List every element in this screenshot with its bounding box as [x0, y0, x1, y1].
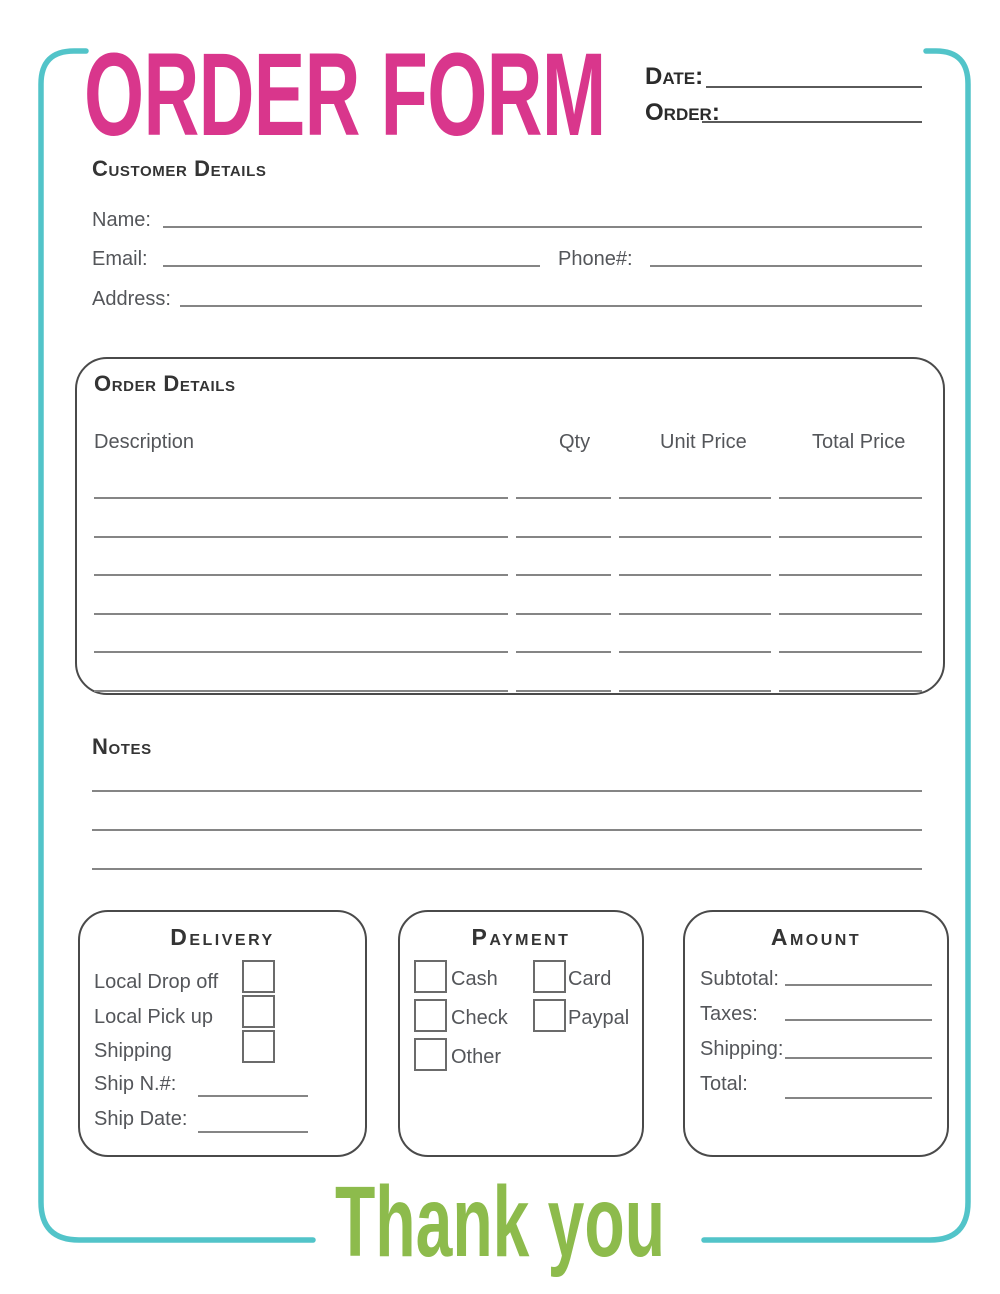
order-row-field-line[interactable] — [94, 497, 508, 499]
column-header-unit-price: Unit Price — [660, 431, 747, 453]
payment-option-label: Paypal — [568, 1007, 630, 1029]
column-header-qty: Qty — [559, 431, 591, 453]
order-field-line[interactable] — [702, 121, 922, 123]
paypal-checkbox[interactable] — [533, 999, 566, 1032]
notes-title: Notes — [92, 734, 152, 759]
notes-line[interactable] — [92, 868, 922, 870]
order-row-field-line[interactable] — [779, 536, 922, 538]
delivery-option-label: Local Drop off — [94, 971, 219, 993]
address-field-line[interactable] — [180, 305, 922, 307]
order-details-box — [75, 357, 945, 695]
column-header-total-price: Total Price — [812, 431, 906, 453]
shipping-label: Shipping: — [700, 1038, 784, 1060]
email-label: Email: — [92, 248, 148, 270]
order-row-field-line[interactable] — [619, 651, 771, 653]
order-row-field-line[interactable] — [94, 651, 508, 653]
column-header-description: Description — [94, 431, 195, 453]
ship-date-label: Ship Date: — [94, 1108, 188, 1130]
payment-option-label: Card — [568, 968, 612, 990]
order-row-field-line[interactable] — [779, 651, 922, 653]
shipping-field-line[interactable] — [785, 1057, 932, 1059]
local-pick-up-checkbox[interactable] — [242, 995, 275, 1028]
order-row-field-line[interactable] — [516, 574, 611, 576]
order-row-field-line[interactable] — [516, 497, 611, 499]
phone-field-line[interactable] — [650, 265, 922, 267]
local-drop-off-checkbox[interactable] — [242, 960, 275, 993]
card-checkbox[interactable] — [533, 960, 566, 993]
other-checkbox[interactable] — [414, 1038, 447, 1071]
payment-option-label: Cash — [451, 968, 498, 990]
subtotal-label: Subtotal: — [700, 968, 779, 990]
order-row-field-line[interactable] — [94, 536, 508, 538]
thank-you-text: Thank you — [334, 1166, 666, 1278]
order-row-field-line[interactable] — [94, 574, 508, 576]
order-number-label: Order: — [645, 99, 720, 126]
taxes-label: Taxes: — [700, 1003, 758, 1025]
order-row-field-line[interactable] — [516, 651, 611, 653]
total-field-line[interactable] — [785, 1097, 932, 1099]
payment-option-label: Check — [451, 1007, 508, 1029]
phone-label: Phone#: — [558, 248, 633, 270]
order-row-field-line[interactable] — [516, 536, 611, 538]
name-field-line[interactable] — [163, 226, 922, 228]
total-label: Total: — [700, 1073, 748, 1095]
notes-line[interactable] — [92, 829, 922, 831]
order-row-field-line[interactable] — [619, 690, 771, 692]
subtotal-field-line[interactable] — [785, 984, 932, 986]
delivery-box — [78, 910, 367, 1157]
order-row-field-line[interactable] — [619, 497, 771, 499]
cash-checkbox[interactable] — [414, 960, 447, 993]
order-row-field-line[interactable] — [516, 613, 611, 615]
order-details-title: Order Details — [94, 371, 236, 396]
email-field-line[interactable] — [163, 265, 540, 267]
delivery-title: Delivery — [170, 924, 275, 950]
name-label: Name: — [92, 209, 151, 231]
ship-date-field-line[interactable] — [198, 1131, 308, 1133]
order-row-field-line[interactable] — [94, 613, 508, 615]
order-row-field-line[interactable] — [779, 690, 922, 692]
order-row-field-line[interactable] — [619, 613, 771, 615]
check-checkbox[interactable] — [414, 999, 447, 1032]
date-label: Date: — [645, 63, 704, 90]
order-row-field-line[interactable] — [619, 574, 771, 576]
taxes-field-line[interactable] — [785, 1019, 932, 1021]
shipping-checkbox[interactable] — [242, 1030, 275, 1063]
order-row-field-line[interactable] — [619, 536, 771, 538]
delivery-option-label: Shipping — [94, 1040, 172, 1062]
amount-box — [683, 910, 949, 1157]
order-row-field-line[interactable] — [94, 690, 508, 692]
date-field-line[interactable] — [706, 86, 922, 88]
ship-number-field-line[interactable] — [198, 1095, 308, 1097]
payment-box — [398, 910, 644, 1157]
address-label: Address: — [92, 288, 171, 310]
amount-title: Amount — [770, 924, 862, 950]
order-row-field-line[interactable] — [779, 613, 922, 615]
order-row-field-line[interactable] — [516, 690, 611, 692]
notes-line[interactable] — [92, 790, 922, 792]
customer-details-title: Customer Details — [92, 156, 267, 181]
order-row-field-line[interactable] — [779, 574, 922, 576]
delivery-option-label: Local Pick up — [94, 1006, 213, 1028]
page-title: ORDER FORM — [84, 29, 606, 161]
ship-number-label: Ship N.#: — [94, 1073, 177, 1095]
payment-option-label: Other — [451, 1046, 502, 1068]
payment-title: Payment — [471, 924, 571, 950]
order-row-field-line[interactable] — [779, 497, 922, 499]
